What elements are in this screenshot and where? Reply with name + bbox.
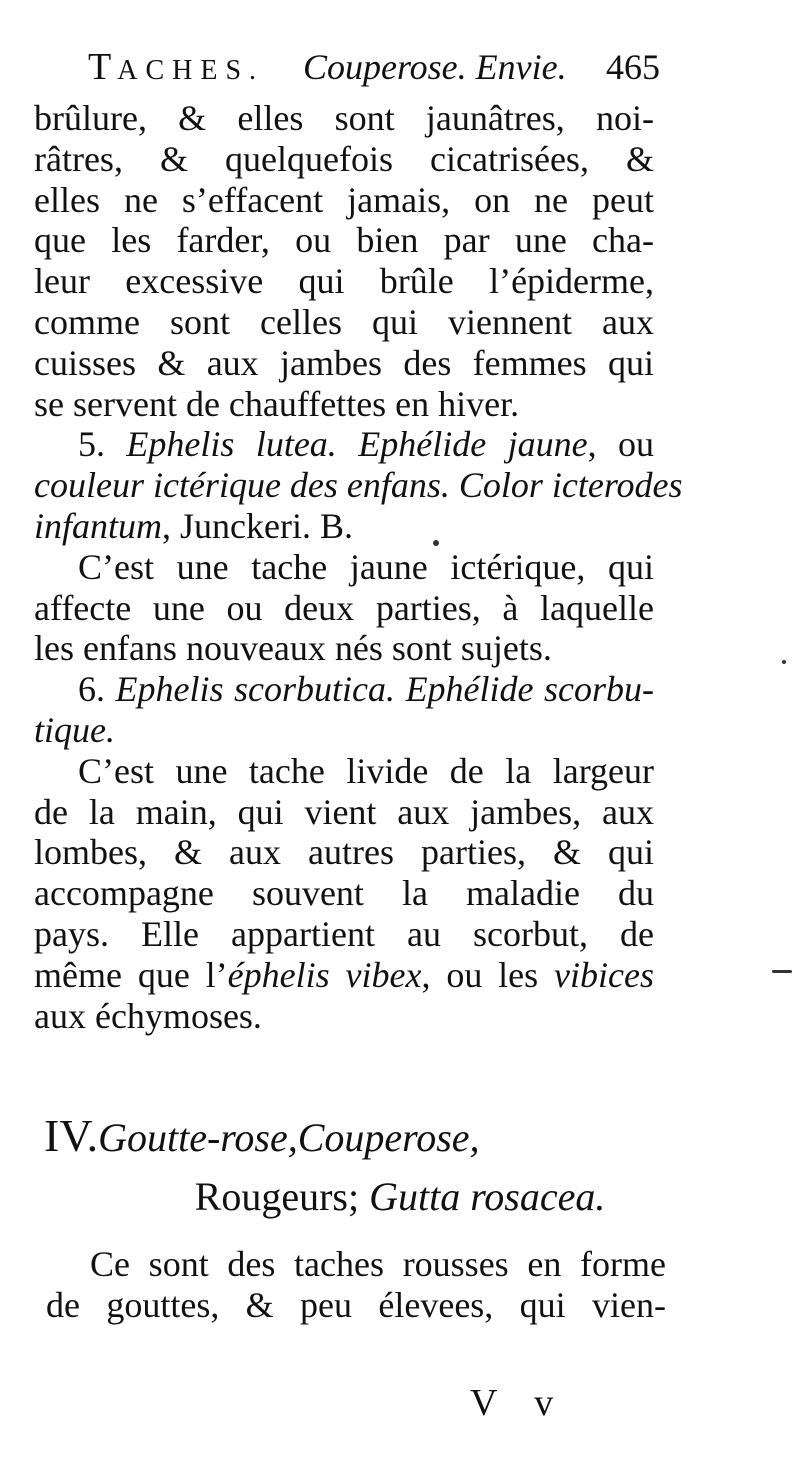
text-line: accompagne souvent la maladie du	[34, 873, 654, 914]
text-line: elles ne s’effacent jamais, on ne peut	[34, 179, 654, 220]
text-line: aux échymoses.	[34, 995, 262, 1036]
text-line: que les farder, ou bien par une cha-	[34, 220, 654, 261]
paragraph-entry-6	[34, 751, 654, 955]
section-subtitle: Rougeurs; Gutta rosacea.	[194, 1174, 606, 1219]
paragraph-continuation	[34, 98, 654, 424]
paragraph-section-4	[46, 1244, 666, 1326]
text-line: brûlure, & elles sont jaunâtres, noi-	[34, 98, 654, 138]
text-line: leur excessive qui brûle l’épiderme,	[34, 261, 654, 302]
text-line: cuisses & aux jambes des femmes qui	[34, 342, 654, 383]
ink-speck	[433, 540, 439, 546]
page-number: 465	[606, 47, 660, 87]
running-head	[88, 42, 660, 92]
text-line: C’est une tache jaune ictérique, qui	[78, 546, 654, 587]
text-line: de la main, qui vient aux jambes, aux	[34, 791, 654, 832]
main-text	[34, 98, 683, 1036]
text-line: comme sont celles qui viennent aux	[34, 301, 654, 342]
entry-5-heading: 5. Ephelis lutea. Ephélide jaune, ou	[78, 424, 655, 465]
text-line: se servent de chauffettes en hiver.	[34, 383, 520, 424]
entry-6-heading-end: tique.	[34, 709, 115, 750]
text-line: C’est une tache livide de la largeur	[78, 750, 654, 791]
printer-signature-mark: V v	[470, 1382, 568, 1424]
entry-5-author: infantum, Junckeri. B.	[34, 505, 353, 546]
running-head-topic: Couperose. Envie.	[303, 47, 567, 87]
ink-speck	[772, 970, 792, 973]
entry-5-synonyms: couleur ictérique des enfans. Color icterodes	[34, 465, 683, 506]
text-line: même que l’éphelis vibex, ou les vibices	[34, 954, 654, 995]
text-line: de gouttes, & peu élevees, qui vien-	[46, 1284, 666, 1325]
text-line: pays. Elle appartient au scorbut, de	[34, 913, 654, 954]
ink-speck	[782, 660, 786, 664]
paragraph-entry-5	[34, 547, 654, 669]
entry-6-heading: 6. Ephelis scorbutica. Ephélide scorbu-	[78, 669, 655, 710]
text-line: Ce sont des taches rousses en forme	[90, 1244, 666, 1284]
running-head-chapter: TACHES.	[88, 46, 265, 88]
text-line: râtres, & quelquefois cicatrisées, &	[34, 138, 654, 179]
section-heading: IV.Goutte-rose,Couperose,	[44, 1110, 480, 1161]
text-line: affecte une ou deux parties, à laquelle	[34, 587, 654, 628]
text-line: les enfans nouveaux nés sont sujets.	[34, 628, 552, 669]
text-line: lombes, & aux autres parties, & qui	[34, 832, 654, 873]
